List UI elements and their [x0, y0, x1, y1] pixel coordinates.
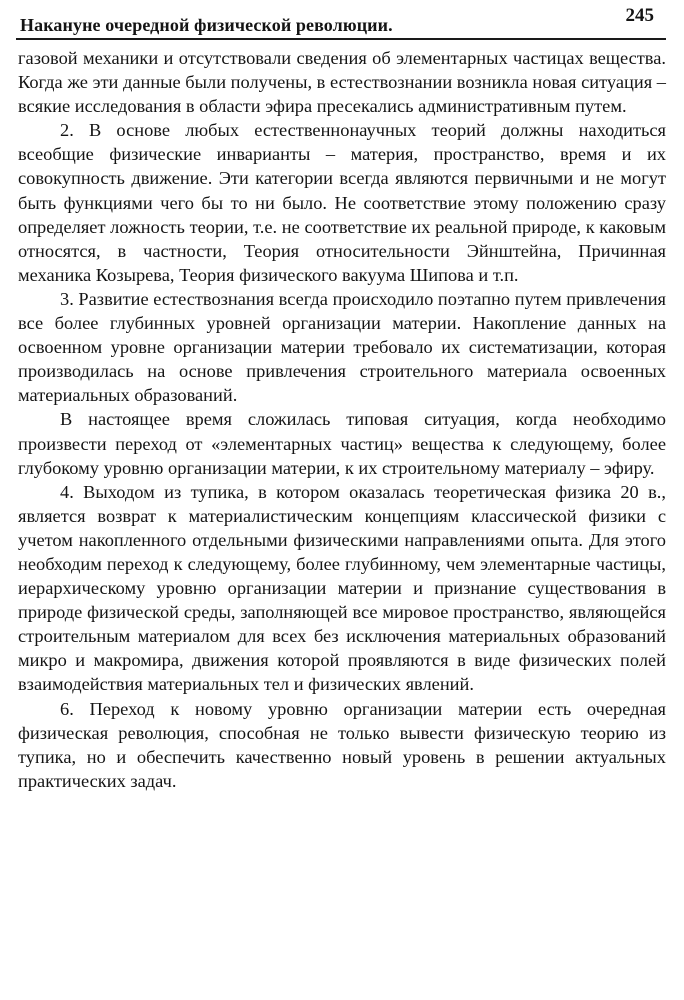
page-number: 245: [625, 5, 654, 26]
paragraph-continuation: газовой механики и отсутствовали сведения об элементарных частицах вещества. Когда же эти данные были получены, в естествознании возникла новая ситуация – всякие исследования в области эфира пресекались административным путем.: [18, 48, 666, 117]
paragraph-point-2: 2. В основе любых естественнонаучных теорий должны находиться всеобщие физические инварианты – материя, пространство, время и их совокупность движение. Эти категории всегда являются первичными и не могут быть функциями чего бы то ни было. Не соответствие этому положению сразу определяет ложность теории, т.е. не соответствие их реальной природе, к каковым относятся, в частности, Теория относительности Эйнштейна, Причинная механика Козырева, Теория физического вакуума Шипова и т.п.: [18, 120, 666, 285]
running-header: [16, 4, 666, 40]
paragraph-current-situation: В настоящее время сложилась типовая ситуация, когда необходимо произвести переход от «элементарных частиц» вещества к следующему, более глубокому уровню организации материи, к их строительному материалу – эфиру.: [18, 409, 666, 478]
paragraph-point-3: 3. Развитие естествознания всегда происходило поэтапно путем привлечения все более глубинных уровней организации материи. Накопление данных на освоенном уровне организации материи требовало их систематизации, которая производилась на основе привлечения строительного материала освоенных материальных образований.: [18, 288, 666, 406]
body-text: [18, 46, 666, 793]
running-title: Накануне очередной физической революции.: [20, 15, 393, 35]
paragraph-point-6: 6. Переход к новому уровню организации материи есть очередная физическая революция, способная не только вывести физическую теорию из тупика, но и обеспечить качественно новый уровень в решении актуальных практических задач.: [18, 698, 666, 791]
paragraph-point-4: 4. Выходом из тупика, в котором оказалась теоретическая физика 20 в., является возврат к материалистическим концепциям классической физики с учетом накопленного отдельными физическими направлениями опыта. Для этого необходим переход к следующему, более глубинному, чем элементарные частицы, иерархическому уровню организации материи и признание существования в природе физической среды, заполняющей все мировое пространство, являющейся строительным материалом для всех без исключения материальных образований микро и макромира, движения которой проявляются в виде физических полей взаимодействия материальных тел и физических явлений.: [18, 481, 666, 695]
